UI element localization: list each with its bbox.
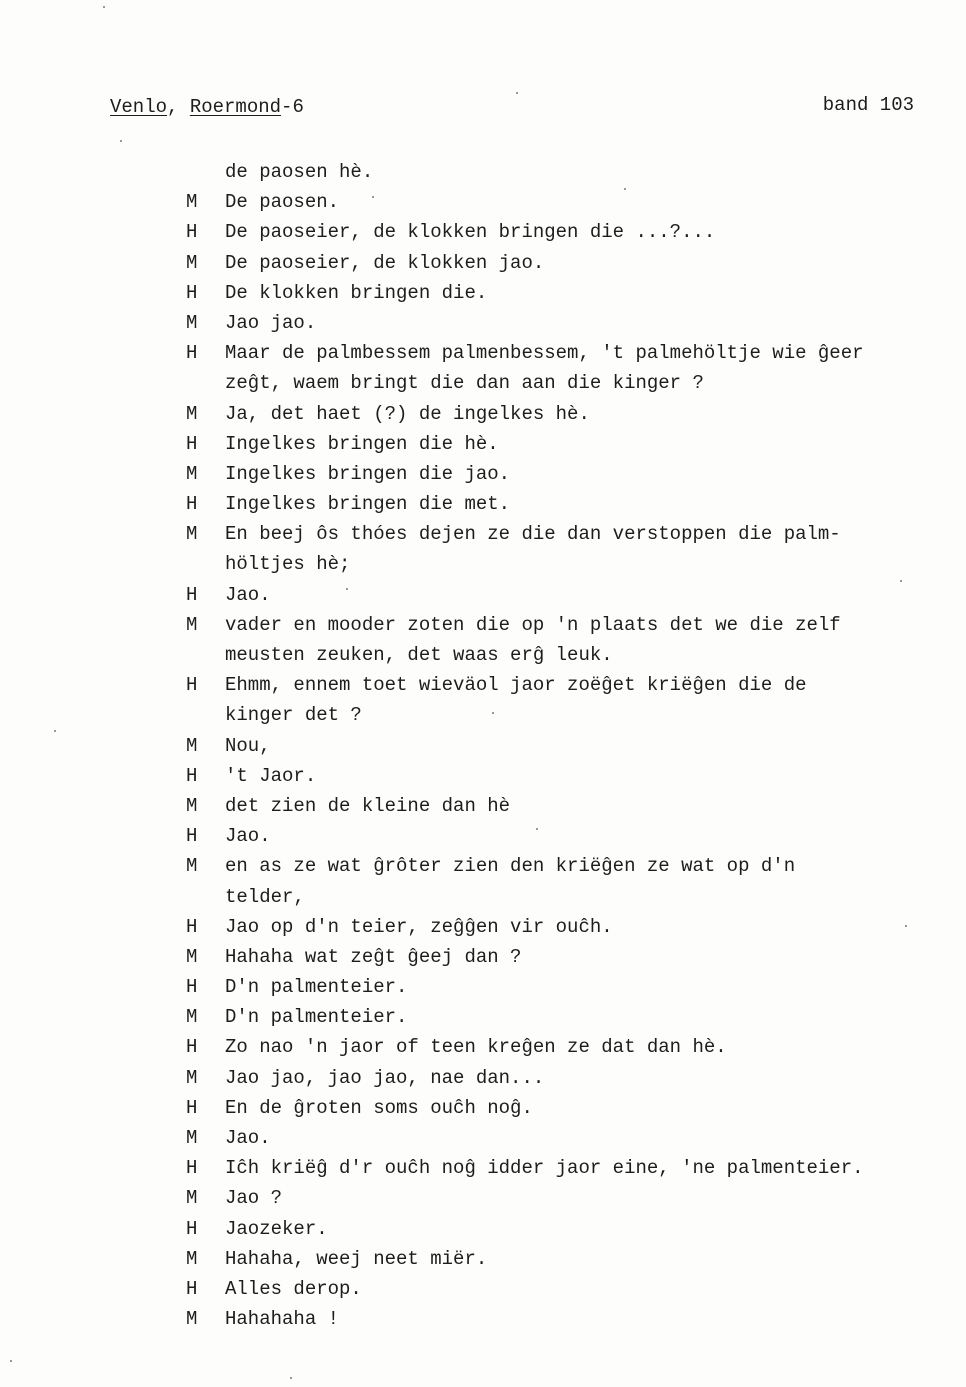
transcript-line (186, 399, 936, 429)
transcript (186, 157, 936, 1334)
speaker-label: H (186, 915, 198, 938)
transcript-line (186, 248, 936, 278)
transcript-line (186, 1002, 936, 1032)
speaker-label: M (186, 734, 198, 757)
speaker-label: H (186, 1217, 198, 1240)
speaker-label: M (186, 462, 198, 485)
paper-speck (290, 1377, 292, 1379)
speaker-label: M (186, 613, 198, 636)
utterance-text: De paosen. (225, 191, 340, 214)
speaker-label: M (186, 1006, 198, 1029)
utterance-text: Jao ? (225, 1187, 283, 1210)
transcript-line (186, 731, 936, 761)
transcript-line (186, 1032, 936, 1062)
transcript-line (186, 882, 936, 912)
utterance-text: Ingelkes bringen die hè. (225, 432, 499, 455)
utterance-text: Ingelkes bringen die met. (225, 493, 511, 516)
header-number: -6 (281, 96, 304, 118)
paper-speck (536, 828, 538, 830)
utterance-text: Ingelkes bringen die jao. (225, 462, 511, 485)
speaker-label: M (186, 794, 198, 817)
speaker-label: M (186, 945, 198, 968)
transcript-line (186, 912, 936, 942)
speaker-label: H (186, 281, 198, 304)
transcript-line (186, 338, 936, 368)
utterance-text: 't Jaor. (225, 764, 317, 787)
transcript-line (186, 459, 936, 489)
speaker-label: H (186, 825, 198, 848)
paper-speck (492, 712, 494, 714)
utterance-text: Jao jao. (225, 311, 317, 334)
speaker-label: M (186, 1187, 198, 1210)
transcript-line (186, 1093, 936, 1123)
transcript-line (186, 368, 936, 398)
utterance-text: Jao. (225, 825, 271, 848)
paper-speck (900, 580, 902, 582)
utterance-text: Ja, det haet (?) de ingelkes hè. (225, 402, 590, 425)
utterance-text: kinger det ? (225, 704, 362, 727)
utterance-text: D'n palmenteier. (225, 1006, 408, 1029)
transcript-line (186, 278, 936, 308)
header-separator: , (167, 96, 190, 118)
transcript-line (186, 640, 936, 670)
utterance-text: En beej ôs thóes dejen ze die dan verstoppen die palm- (225, 523, 841, 546)
utterance-text: Jao op d'n teier, zeĝĝen vir ouĉh. (225, 915, 613, 938)
transcript-line (186, 519, 936, 549)
transcript-line (186, 217, 936, 247)
speaker-label: H (186, 1157, 198, 1180)
transcript-line (186, 821, 936, 851)
transcript-line (186, 429, 936, 459)
transcript-line (186, 1214, 936, 1244)
transcript-line (186, 670, 936, 700)
transcript-line (186, 851, 936, 881)
paper-speck (120, 140, 122, 142)
utterance-text: vader en mooder zoten die op 'n plaats det we die zelf (225, 613, 841, 636)
utterance-text: Jao. (225, 1127, 271, 1149)
transcript-line (186, 308, 936, 338)
utterance-text: Jao jao, jao jao, nae dan... (225, 1066, 545, 1089)
transcript-line (186, 700, 936, 730)
speaker-label: M (186, 402, 198, 425)
utterance-text: de paosen hè. (225, 161, 374, 183)
transcript-line (186, 1123, 936, 1153)
transcript-line (186, 187, 936, 217)
utterance-text: Nou, (225, 734, 271, 757)
transcript-line (186, 761, 936, 791)
speaker-label: H (186, 1277, 198, 1300)
utterance-text: Jaozeker. (225, 1217, 328, 1240)
transcript-line (186, 791, 936, 821)
utterance-text: det zien de kleine dan hè (225, 794, 511, 817)
transcript-line (186, 489, 936, 519)
speaker-label: M (186, 523, 198, 546)
header-band: band 103 (822, 94, 914, 116)
transcript-line (186, 1063, 936, 1093)
transcript-line (186, 1304, 936, 1334)
speaker-label: H (186, 221, 198, 244)
utterance-text: De paoseier, de klokken jao. (225, 251, 545, 274)
transcript-line (186, 972, 936, 1002)
transcript-line (186, 1244, 936, 1274)
speaker-label: H (186, 432, 198, 455)
transcript-line (186, 1274, 936, 1304)
utterance-text: Maar de palmbessem palmenbessem, 't palmehöltje wie ĝeer (225, 342, 864, 365)
transcript-line (186, 549, 936, 579)
transcript-line (186, 942, 936, 972)
transcript-line (186, 1183, 936, 1213)
utterance-text: De klokken bringen die. (225, 281, 488, 304)
speaker-label: H (186, 674, 198, 697)
utterance-text: En de ĝroten soms ouĉh noĝ. (225, 1096, 533, 1119)
speaker-label: M (186, 1247, 198, 1270)
paper-speck (905, 925, 907, 927)
speaker-label: H (186, 1096, 198, 1119)
header-place-roermond: Roermond (189, 96, 282, 118)
speaker-label: M (186, 311, 198, 334)
speaker-label: H (186, 1036, 198, 1059)
utterance-text: Hahaha wat zeĝt ĝeej dan ? (225, 945, 522, 968)
transcript-line (186, 580, 936, 610)
utterance-text: en as ze wat ĝrôter zien den kriëĝen ze wat op d'n (225, 855, 796, 878)
utterance-text: höltjes hè; (225, 553, 351, 576)
speaker-label: M (186, 1127, 198, 1149)
speaker-label: M (186, 1308, 198, 1331)
utterance-text: zeĝt, waem bringt die dan aan die kinger ? (225, 372, 704, 395)
speaker-label: H (186, 342, 198, 365)
utterance-text: Ehmm, ennem toet wieväol jaor zoëĝet kriëĝen die de (225, 674, 807, 697)
utterance-text: De paoseier, de klokken bringen die ...?... (225, 221, 716, 244)
speaker-label: M (186, 855, 198, 878)
speaker-label: M (186, 251, 198, 274)
utterance-text: Alles derop. (225, 1277, 362, 1300)
transcript-line (186, 610, 936, 640)
speaker-label: H (186, 764, 198, 787)
speaker-label: H (186, 583, 198, 606)
transcript-line (186, 1153, 936, 1183)
speaker-label: M (186, 1066, 198, 1089)
utterance-text: Zo nao 'n jaor of teen kreĝen ze dat dan hè. (225, 1036, 727, 1059)
utterance-text: D'n palmenteier. (225, 976, 408, 999)
speaker-label: H (186, 976, 198, 999)
paper-speck (624, 188, 626, 190)
utterance-text: Hahahaha ! (225, 1308, 340, 1331)
paper-speck (103, 6, 105, 8)
speaker-label: M (186, 191, 198, 214)
paper-speck (372, 196, 374, 198)
paper-speck (516, 92, 518, 94)
header-location (110, 96, 304, 118)
transcript-line (186, 157, 936, 187)
utterance-text: Jao. (225, 583, 271, 606)
utterance-text: Hahaha, weej neet miër. (225, 1247, 488, 1270)
utterance-text: meusten zeuken, det waas erĝ leuk. (225, 644, 613, 666)
paper-speck (10, 1360, 12, 1362)
paper-speck (54, 730, 56, 732)
speaker-label: H (186, 493, 198, 516)
utterance-text: Iĉh kriëĝ d'r ouĉh noĝ idder jaor eine, 'ne palmenteier. (225, 1157, 864, 1180)
paper-speck (346, 588, 348, 590)
header-place-venlo: Venlo (110, 96, 168, 118)
utterance-text: telder, (225, 885, 305, 908)
